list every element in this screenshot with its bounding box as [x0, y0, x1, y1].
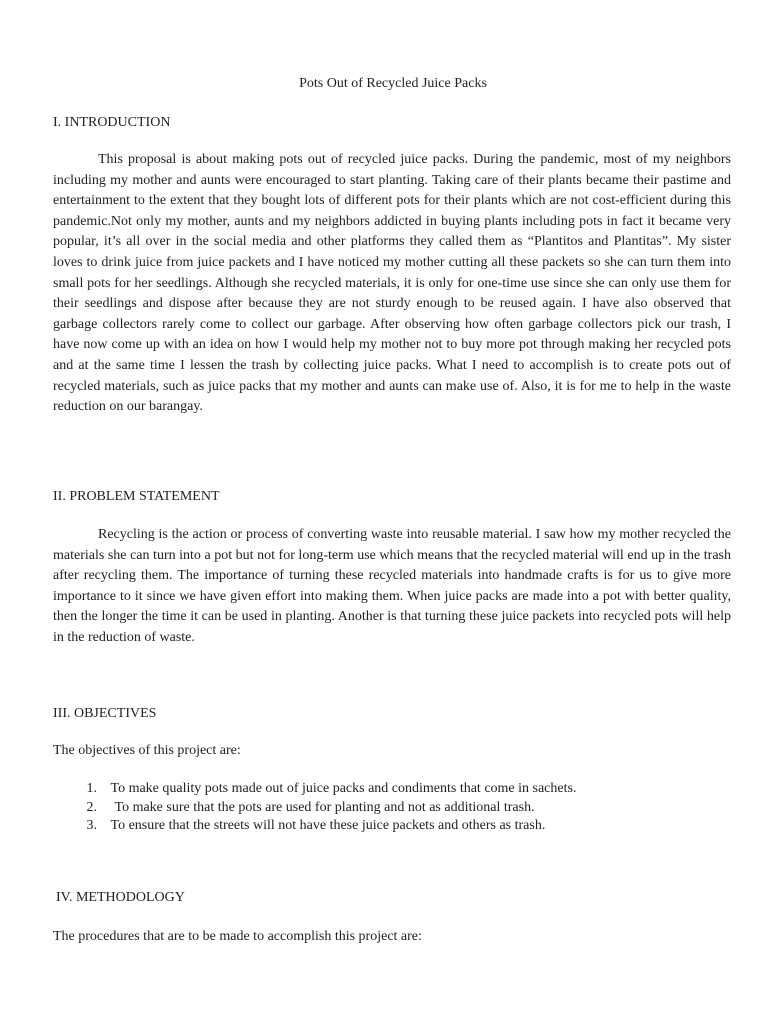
document-title: Pots Out of Recycled Juice Packs: [299, 76, 487, 91]
objective-number: 2.: [86, 799, 97, 815]
objective-text: To make quality pots made out of juice packs and condiments that come in sachets.: [110, 781, 577, 796]
objective-item: [53, 817, 576, 836]
objective-number: 3.: [86, 818, 97, 833]
section-heading-methodology: IV. METHODOLOGY: [56, 890, 185, 905]
objectives-list: [53, 780, 576, 836]
section-heading-objectives: III. OBJECTIVES: [53, 706, 157, 721]
introduction-paragraph: This proposal is about making pots out of recycled juice packs. During the pandemic, most of my neighbors including my mother and aunts were encouraged to start planting. Taking care of their plants became their pastime and entertainment to the extent that they bought lots of different pots for their plants which are not cost-efficient during this pandemic.Not only my mother, aunts and my neighbors addicted in buying plants including pots in fact it became very popular, it’s all over in the social media and other platforms they called them as “Plantitos and Plantitas”. My sister loves to drink juice from juice packets and I have noticed my mother cutting all these packets so she can turn them into small pots for her seedlings. Although she recycled materials, it is only for one-time use since she can only use them for their seedlings and dispose after because they are not sturdy enough to be reused again. I have also observed that garbage collectors rarely come to collect our garbage. After observing how often garbage collectors pick our trash, I have now come up with an idea on how I would help my mother not to buy more pot through making her recycled pots and at the same time I lessen the trash by collecting juice packs. What I need to accomplish is to create pots out of recycled materials, such as juice packs that my mother and aunts can make use of. Also, it is for me to help in the waste reduction on our barangay.: [53, 152, 731, 415]
objectives-intro: The objectives of this project are:: [53, 743, 241, 758]
objective-number: 1.: [86, 781, 97, 796]
objective-text: To ensure that the streets will not have these juice packets and others as trash.: [110, 818, 546, 833]
problem-statement-paragraph: Recycling is the action or process of converting waste into reusable material. I saw how my mother recycled the materials she can turn into a pot but not for long-term use which means that the recycled material will end up in the trash after recycling them. The importance of turning these recycled materials into handmade crafts is for us to give more importance to it since we have given effort into making them. When juice packs are made into a pot with better quality, then the longer the time it can be used in planting. Another is that turning these juice packets into recycled pots will help in the reduction of waste.: [53, 527, 731, 645]
objective-text: To make sure that the pots are used for planting and not as additional trash.: [114, 799, 535, 815]
objective-item: [53, 799, 576, 818]
methodology-intro: The procedures that are to be made to accomplish this project are:: [53, 929, 422, 944]
objective-item: [53, 780, 576, 799]
section-heading-problem-statement: II. PROBLEM STATEMENT: [53, 489, 220, 504]
section-heading-introduction: I. INTRODUCTION: [53, 115, 171, 130]
